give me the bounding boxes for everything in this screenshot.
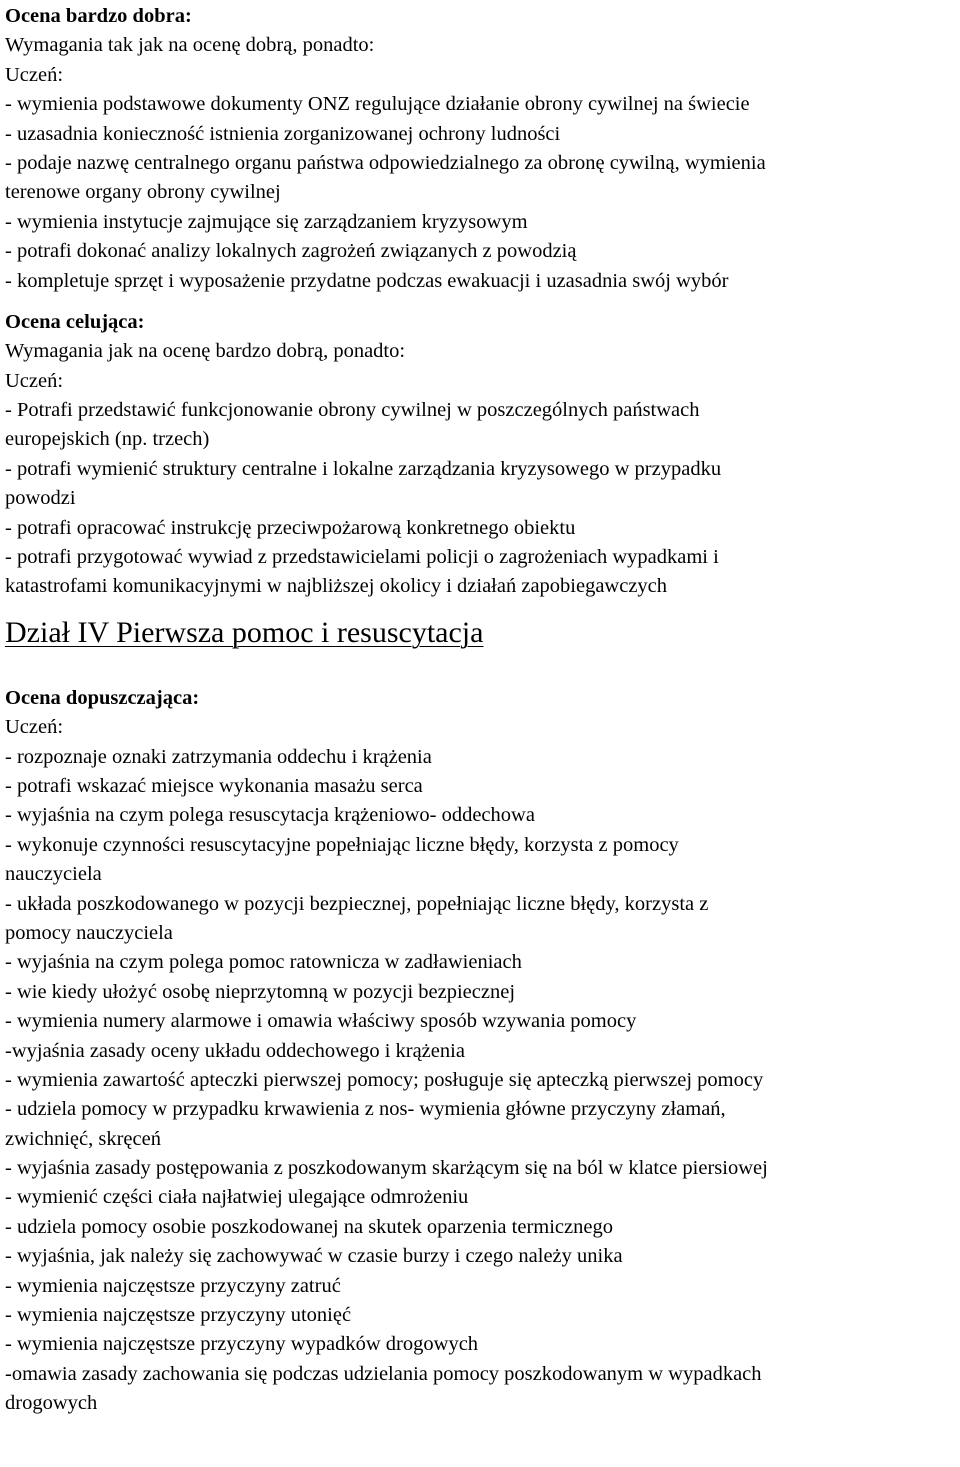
section-ocena-celujaca bbox=[5, 308, 960, 602]
requirement-line: drogowych bbox=[5, 1392, 98, 1415]
requirement-line: - potrafi wymienić struktury centralne i lokalne zarządzania kryzysowego w przypadku bbox=[5, 457, 722, 480]
section-intro: Wymagania tak jak na ocenę dobrą, ponadto: bbox=[5, 34, 375, 57]
requirement-line: zwichnięć, skręceń bbox=[5, 1127, 161, 1150]
requirement-line: -omawia zasady zachowania się podczas udzielania pomocy poszkodowanym w wypadkach bbox=[5, 1362, 762, 1385]
spacer bbox=[5, 652, 960, 684]
requirement-line: - wyjaśnia na czym polega resuscytacja krążeniowo- oddechowa bbox=[5, 804, 535, 827]
requirement-line: - udziela pomocy w przypadku krwawienia z nos- wymienia główne przyczyny złamań, bbox=[5, 1098, 726, 1121]
requirement-line: katastrofami komunikacyjnymi w najbliższej okolicy i działań zapobiegawczych bbox=[5, 575, 668, 598]
requirement-line: - kompletuje sprzęt i wyposażenie przydatne podczas ewakuacji i uzasadnia swój wybór bbox=[5, 269, 729, 292]
requirement-line: - potrafi wskazać miejsce wykonania masażu serca bbox=[5, 774, 423, 797]
requirement-line: - wyjaśnia, jak należy się zachowywać w czasie burzy i czego należy unika bbox=[5, 1245, 623, 1268]
requirement-line: terenowe organy obrony cywilnej bbox=[5, 181, 281, 204]
requirement-line: - podaje nazwę centralnego organu państwa odpowiedzialnego za obronę cywilną, wymienia bbox=[5, 151, 766, 174]
requirement-line: - potrafi przygotować wywiad z przedstawicielami policji o zagrożeniach wypadkami i bbox=[5, 546, 719, 569]
requirement-line: - układa poszkodowanego w pozycji bezpiecznej, popełniając liczne błędy, korzysta z bbox=[5, 892, 709, 915]
requirement-line: - udziela pomocy osobie poszkodowanej na skutek oparzenia termicznego bbox=[5, 1215, 613, 1238]
requirement-line: - wymienić części ciała najłatwiej ulegające odmrożeniu bbox=[5, 1186, 469, 1209]
requirement-line: - wie kiedy ułożyć osobę nieprzytomną w pozycji bezpiecznej bbox=[5, 980, 516, 1003]
requirement-line: - wymienia najczęstsze przyczyny utonięć bbox=[5, 1304, 352, 1327]
requirement-line: -wyjaśnia zasady oceny układu oddechowego i krążenia bbox=[5, 1039, 465, 1062]
requirement-line: - potrafi opracować instrukcję przeciwpożarową konkretnego obiektu bbox=[5, 516, 576, 539]
requirement-line: nauczyciela bbox=[5, 863, 102, 886]
requirement-line: - wymienia instytucje zajmujące się zarządzaniem kryzysowym bbox=[5, 210, 528, 233]
requirement-line: - wymienia najczęstsze przyczyny wypadków drogowych bbox=[5, 1333, 479, 1356]
requirement-line: - rozpoznaje oznaki zatrzymania oddechu i krążenia bbox=[5, 745, 432, 768]
requirement-line: - wymienia najczęstsze przyczyny zatruć bbox=[5, 1274, 341, 1297]
requirement-line: - wykonuje czynności resuscytacyjne popełniając liczne błędy, korzysta z pomocy bbox=[5, 833, 679, 856]
requirement-line: - potrafi dokonać analizy lokalnych zagrożeń związanych z powodzią bbox=[5, 240, 577, 263]
chapter-title: Dział IV Pierwsza pomoc i resuscytacja bbox=[5, 615, 484, 649]
section-ocena-dopuszczajaca bbox=[5, 684, 960, 1419]
requirement-line: powodzi bbox=[5, 487, 76, 510]
section-heading: Ocena dopuszczająca: bbox=[5, 686, 200, 709]
requirement-line: - wyjaśnia zasady postępowania z poszkodowanym skarżącym się na ból w klatce piersiowej bbox=[5, 1157, 768, 1180]
requirement-line: - wyjaśnia na czym polega pomoc ratownicza w zadławieniach bbox=[5, 951, 522, 974]
requirement-line: - Potrafi przedstawić funkcjonowanie obrony cywilnej w poszczególnych państwach bbox=[5, 399, 700, 422]
uczen-label: Uczeń: bbox=[5, 63, 64, 86]
uczen-label: Uczeń: bbox=[5, 716, 64, 739]
section-intro: Wymagania jak na ocenę bardzo dobrą, ponadto: bbox=[5, 340, 406, 363]
requirement-line: - uzasadnia konieczność istnienia zorganizowanej ochrony ludności bbox=[5, 122, 561, 145]
requirement-line: - wymienia numery alarmowe i omawia właściwy sposób wzywania pomocy bbox=[5, 1010, 637, 1033]
uczen-label: Uczeń: bbox=[5, 369, 64, 392]
requirement-line: europejskich (np. trzech) bbox=[5, 428, 210, 451]
section-heading: Ocena bardzo dobra: bbox=[5, 5, 192, 27]
requirement-line: pomocy nauczyciela bbox=[5, 921, 173, 944]
spacer bbox=[5, 296, 960, 308]
requirement-line: - wymienia podstawowe dokumenty ONZ regulujące działanie obrony cywilnej na świecie bbox=[5, 93, 750, 116]
spacer bbox=[5, 602, 960, 614]
requirement-line: - wymienia zawartość apteczki pierwszej pomocy; posługuje się apteczką pierwszej pomocy bbox=[5, 1068, 764, 1091]
section-ocena-bardzo-dobra bbox=[5, 2, 960, 296]
section-heading: Ocena celująca: bbox=[5, 310, 145, 333]
